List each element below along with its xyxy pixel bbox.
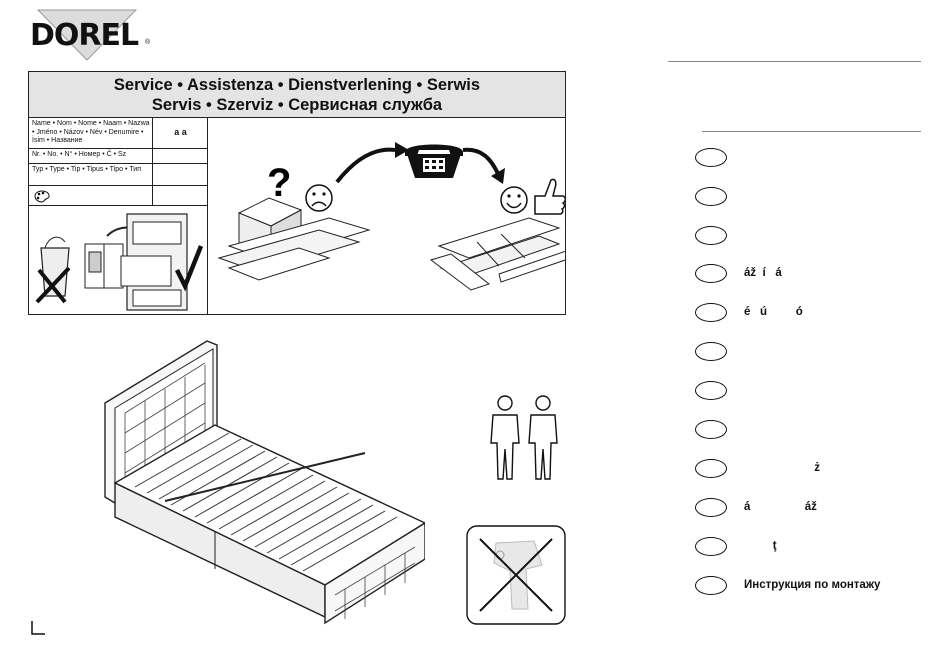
language-item[interactable] (695, 420, 925, 442)
service-row-label: Name • Nom • Nome • Naam • Nazwa • Jméno • Názov • Név • Denumire • İsim • Название (32, 120, 150, 144)
language-item[interactable] (695, 498, 925, 520)
language-badge (695, 420, 727, 439)
service-row-label: Typ • Type • Tip • Tipus • Tipo • Тип (32, 166, 142, 173)
language-label: ţ (744, 540, 777, 552)
language-item[interactable] (695, 342, 925, 364)
divider-line (702, 131, 921, 132)
service-process-illustration (209, 118, 565, 314)
happy-face-icon (501, 187, 527, 213)
language-badge (695, 187, 727, 206)
language-item[interactable] (695, 537, 925, 559)
brand-reg: ® (145, 39, 151, 46)
sad-face-icon (306, 185, 332, 211)
service-header (29, 72, 565, 118)
service-row-color (29, 186, 207, 206)
language-item[interactable] (695, 148, 925, 170)
service-box (28, 71, 566, 315)
question-mark: ? (267, 161, 292, 205)
service-row-number (29, 149, 207, 164)
language-item[interactable] (695, 303, 925, 325)
language-badge (695, 459, 727, 478)
language-label: ż (744, 462, 821, 474)
language-item[interactable] (695, 264, 925, 286)
service-row-type (29, 164, 207, 186)
service-row-value (152, 186, 208, 205)
language-badge (695, 576, 727, 595)
language-label: Инструкция по монтажу (744, 579, 881, 591)
service-title-line1: Service • Assistenza • Dienstverlening • Serwis (113, 76, 481, 94)
language-item[interactable] (695, 226, 925, 248)
language-label: áž í á (744, 267, 782, 279)
keep-manual-illustration (29, 206, 207, 314)
telephone-icon (405, 145, 463, 179)
service-row-value (152, 149, 208, 163)
service-row-value-text: a a (174, 127, 187, 137)
language-label: é ú ó (744, 306, 803, 318)
language-badge (695, 226, 727, 245)
service-row-value (152, 164, 208, 185)
language-badge (695, 342, 727, 361)
language-badge (695, 537, 727, 556)
language-label: á áž (744, 501, 817, 513)
bed-illustration (95, 333, 425, 633)
service-row-label: Nr. • No. • N° • Номер • Č • Sz (32, 151, 127, 158)
person-icon (529, 396, 557, 479)
language-item[interactable] (695, 576, 925, 598)
palette-icon (33, 189, 51, 203)
language-item[interactable] (695, 459, 925, 481)
language-badge (695, 264, 727, 283)
person-icon (491, 396, 519, 479)
two-persons-icon (485, 393, 565, 483)
divider-line (668, 61, 921, 62)
brand-name: DOREL (30, 18, 139, 53)
thumbs-up-icon (535, 179, 565, 214)
language-badge (695, 381, 727, 400)
language-badge (695, 498, 727, 517)
language-item[interactable] (695, 381, 925, 403)
language-badge (695, 303, 727, 322)
no-power-drill-icon (466, 525, 566, 625)
language-badge (695, 148, 727, 167)
dorel-logo (28, 6, 158, 64)
language-item[interactable] (695, 187, 925, 209)
service-title-line2: Servis • Szerviz • Сервисная служба (151, 96, 443, 114)
service-row-name (29, 118, 207, 149)
service-row-value (152, 118, 208, 148)
corner-mark (31, 621, 45, 635)
